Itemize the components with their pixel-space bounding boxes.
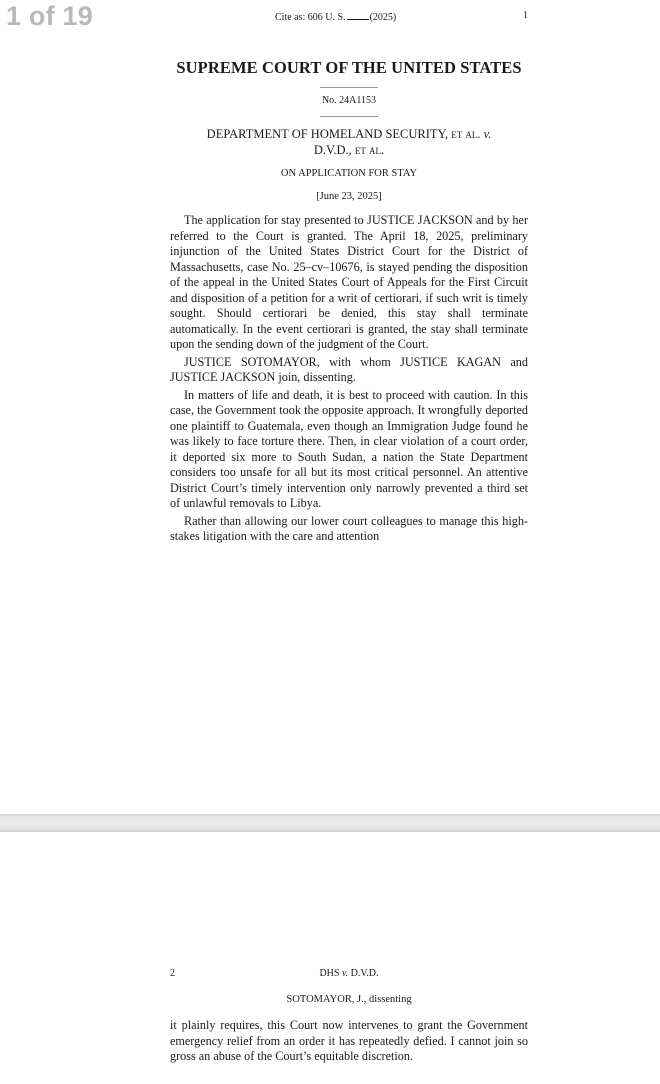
divider-rule <box>320 116 378 117</box>
decision-date: [June 23, 2025] <box>316 191 382 202</box>
paragraph-order: The application for stay presented to JUSTICE JACKSON and by her referred to the Court is granted. The April 18, 2025, preliminary injunction of the United States District Court for the District of Massachusetts, case No. 25–cv–10676, is stayed pending the disposition of the appeal in the United States Court of Appeals for the First Circuit and disposition of a petition for a writ of certiorari, if such writ is timely sought. Should certiorari be denied, this stay shall terminate automatically. In the event certiorari is granted, the stay shall terminate upon the sending down of the judgment of the Court. <box>170 213 528 351</box>
citation: Cite as: 606 U. S. (2025) <box>275 12 397 23</box>
paragraph-dissent-1: In matters of life and death, it is best to proceed with caution. In this case, the Government took the opposite approach. It wrongfully deported one plaintiff to Guatemala, even though an Immigration Judge found he was likely to face torture there. Then, in clear violation of a court order, it deported six more to South Sudan, a nation the State Department considers too unsafe for all but its most critical personnel. An attentive District Court’s timely intervention only narrowly prevented a third set of unlawful removals to Libya. <box>170 387 528 510</box>
page-counter: 1 of 19 <box>6 1 93 31</box>
docket-number: No. 24A1153 <box>321 95 377 106</box>
paragraph-dissent-intro: JUSTICE SOTOMAYOR, with whom JUSTICE KAGAN and JUSTICE JACKSON join, dissenting. <box>170 354 528 384</box>
on-application-heading: ON APPLICATION FOR STAY <box>280 168 418 179</box>
case-caption: DEPARTMENT OF HOMELAND SECURITY, et al. v. D.V.D., et al. <box>206 127 492 157</box>
document-page-2 <box>0 832 660 1084</box>
paragraph-dissent-2: Rather than allowing our lower court colleagues to manage this high-stakes litigation with the care and attention <box>170 513 528 543</box>
page-number: 2 <box>170 968 175 979</box>
citation-blank <box>347 10 369 20</box>
author-subheading: SOTOMAYOR, J., dissenting <box>286 994 412 1005</box>
short-case-title: DHS v. D.V.D. <box>319 968 379 979</box>
paragraph-continued: it plainly requires, this Court now intervenes to grant the Government emergency relief from an order it has repeatedly defied. I cannot join so gross an abuse of the Court’s equitable discretion. <box>170 1018 528 1063</box>
opinion-body <box>170 213 528 545</box>
page-number: 1 <box>523 10 528 21</box>
opinion-body <box>170 1018 528 1065</box>
divider-rule <box>320 87 378 88</box>
page-separator <box>0 814 660 832</box>
court-name: SUPREME COURT OF THE UNITED STATES <box>176 58 522 77</box>
